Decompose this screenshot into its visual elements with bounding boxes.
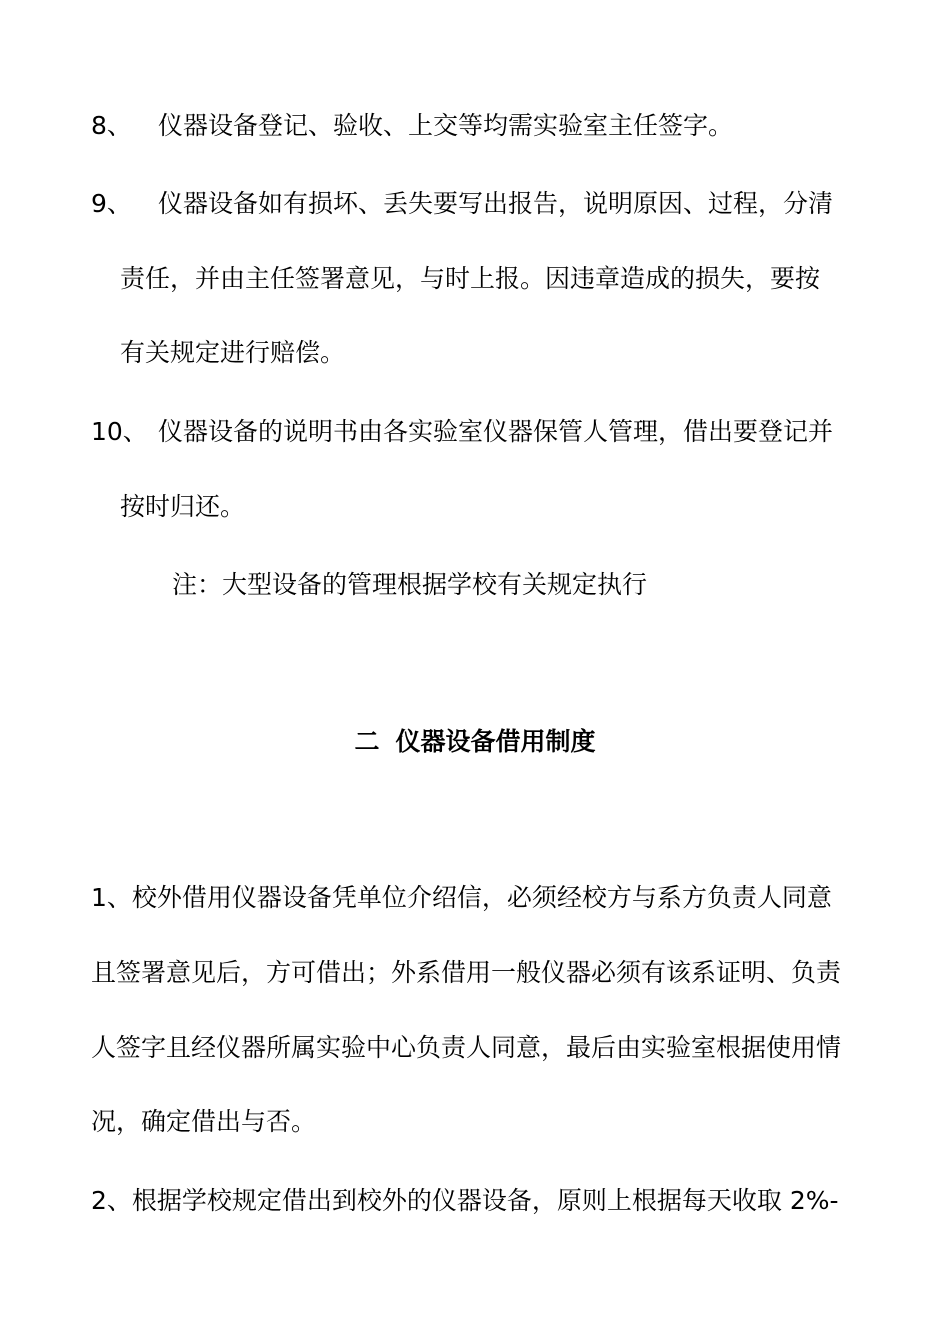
paragraph-line: 2、根据学校规定借出到校外的仪器设备，原则上根据每天收取 2%- — [91, 1186, 839, 1215]
section-heading — [0, 726, 950, 758]
paragraph-line: 且签署意见后，方可借出；外系借用一般仪器必须有该系证明、负责 — [91, 958, 842, 987]
item-text-line: 仪器设备登记、验收、上交等均需实验室主任签字。 — [158, 111, 734, 140]
paragraph-line: 人签字且经仪器所属实验中心负责人同意，最后由实验室根据使用情 — [91, 1033, 842, 1062]
item-text-line: 仪器设备的说明书由各实验室仪器保管人管理，借出要登记并 — [158, 417, 834, 446]
item-text-line: 按时归还。 — [120, 492, 246, 521]
item-text-line: 有关规定进行赔偿。 — [120, 338, 346, 367]
paragraph-line: 1、校外借用仪器设备凭单位介绍信，必须经校方与系方负责人同意 — [91, 883, 832, 912]
item-text-line: 责任，并由主任签署意见，与时上报。因违章造成的损失，要按 — [120, 264, 821, 293]
note-text: 注：大型设备的管理根据学校有关规定执行 — [172, 570, 648, 599]
item-number: 8、 — [91, 111, 132, 140]
item-text-line: 仪器设备如有损坏、丢失要写出报告，说明原因、过程，分清 — [158, 189, 834, 218]
item-number: 10、 — [91, 417, 148, 446]
section-number: 二 — [354, 727, 380, 756]
item-number: 9、 — [91, 189, 132, 218]
section-title: 仪器设备借用制度 — [395, 727, 596, 756]
paragraph-line: 况，确定借出与否。 — [91, 1107, 317, 1136]
